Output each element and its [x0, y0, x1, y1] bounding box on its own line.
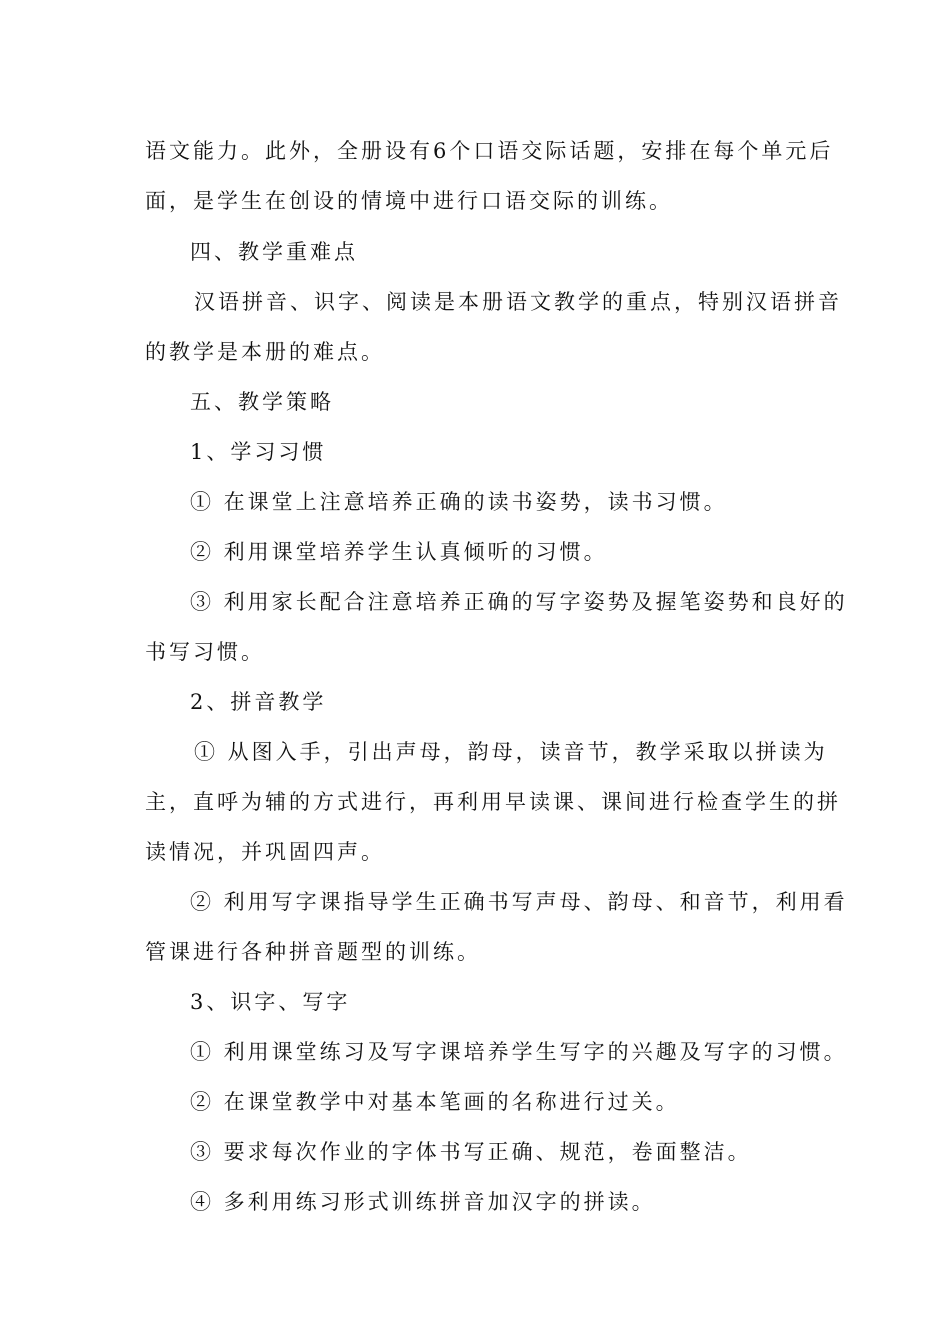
body-text-line: 主，直呼为辅的方式进行，再利用早读课、课间进行检查学生的拼 — [145, 790, 841, 814]
subsection-heading: 1、学习习惯 — [190, 440, 327, 464]
list-item: ④ 多利用练习形式训练拼音加汉字的拼读。 — [190, 1190, 656, 1214]
list-item: ① 利用课堂练习及写字课培养学生写字的兴趣及写字的习惯。 — [190, 1040, 848, 1064]
list-item: ③ 要求每次作业的字体书写正确、规范，卷面整洁。 — [190, 1140, 752, 1164]
body-text-line: 读情况，并巩固四声。 — [145, 840, 385, 864]
list-item: ② 在课堂教学中对基本笔画的名称进行过关。 — [190, 1090, 680, 1114]
body-text-line: 语文能力。此外，全册设有6个口语交际话题，安排在每个单元后 — [145, 139, 834, 163]
list-item: ② 利用写字课指导学生正确书写声母、韵母、和音节，利用看 — [190, 890, 848, 914]
section-heading: 四、教学重难点 — [190, 240, 358, 264]
subsection-heading: 3、识字、写字 — [190, 990, 351, 1014]
list-item: ① 在课堂上注意培养正确的读书姿势，读书习惯。 — [190, 490, 728, 514]
body-text-line: 管课进行各种拼音题型的训练。 — [145, 940, 481, 964]
body-text-line: 书写习惯。 — [145, 640, 265, 664]
list-item: ② 利用课堂培养学生认真倾听的习惯。 — [190, 540, 608, 564]
body-text-line: 面，是学生在创设的情境中进行口语交际的训练。 — [145, 189, 673, 213]
list-item: ① 从图入手，引出声母，韵母，读音节，教学采取以拼读为 — [194, 740, 828, 764]
section-heading: 五、教学策略 — [190, 390, 334, 414]
body-text-line: 汉语拼音、识字、阅读是本册语文教学的重点，特别汉语拼音 — [194, 290, 842, 314]
subsection-heading: 2、拼音教学 — [190, 690, 327, 714]
body-text-line: 的教学是本册的难点。 — [145, 340, 385, 364]
list-item: ③ 利用家长配合注意培养正确的写字姿势及握笔姿势和良好的 — [190, 590, 848, 614]
